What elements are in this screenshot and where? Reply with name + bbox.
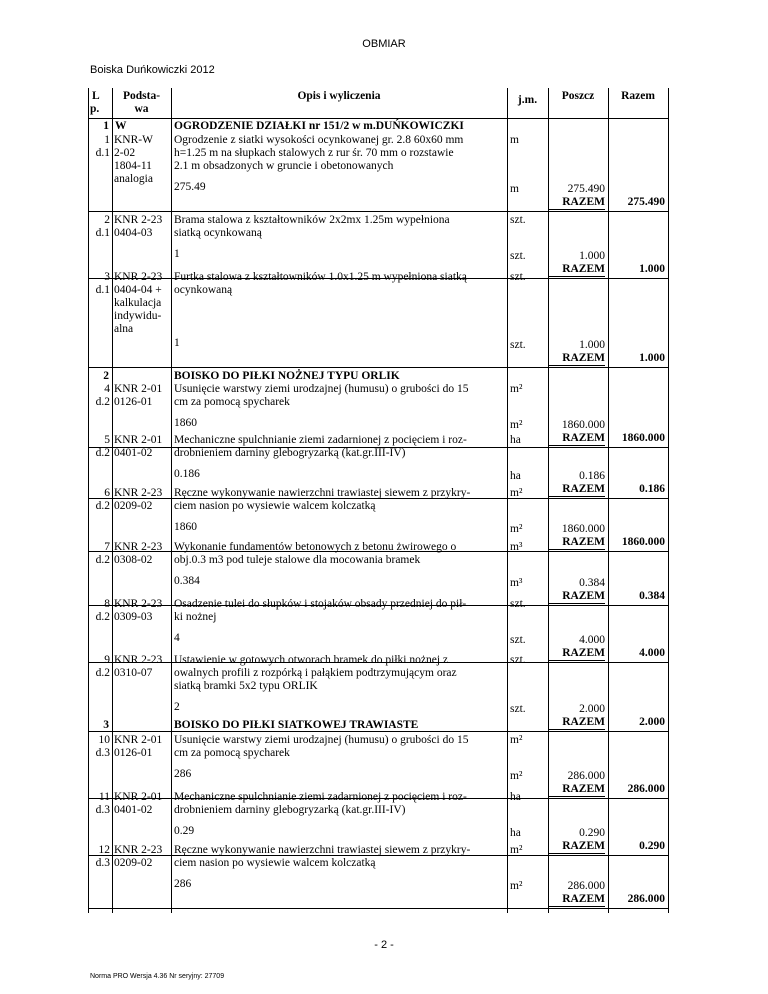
item-base: alna xyxy=(114,323,134,335)
item-base: 0310-07 xyxy=(114,667,153,679)
item-lp-chapter: d.1 xyxy=(95,227,110,239)
item-poszcz: 1.000 xyxy=(579,250,605,262)
item-description: cm za pomocą spycharek xyxy=(174,747,290,759)
item-description: obj.0.3 m3 pod tuleje stalowe dla mocowania bramek xyxy=(174,554,421,566)
item-lp: 5 xyxy=(104,434,110,446)
item-unit: szt. xyxy=(510,598,526,610)
item-calculation: 0.29 xyxy=(174,825,195,837)
item-base: KNR 2-23 xyxy=(114,214,163,226)
item-base: 0126-01 xyxy=(114,747,153,759)
item-unit: m² xyxy=(510,487,523,499)
item-lp-chapter: d.2 xyxy=(95,447,110,459)
item-lp: 1 xyxy=(104,134,110,146)
item-calc-unit: m xyxy=(510,183,519,195)
item-calc-unit: szt. xyxy=(510,250,526,262)
item-razem-value: 0.384 xyxy=(639,590,665,602)
section-2-number: 2 xyxy=(103,370,109,382)
item-razem-value: 1860.000 xyxy=(621,432,665,444)
item-razem-value: 0.186 xyxy=(639,483,665,495)
item-base: KNR 2-01 xyxy=(114,383,163,395)
item-description: ciem nasion po wysiewie walcem kolczatką xyxy=(174,857,376,869)
item-calculation: 286 xyxy=(174,878,192,890)
item-calc-unit: m² xyxy=(510,419,523,431)
item-description: drobnieniem darniny glebogryzarką (kat.gr.III-IV) xyxy=(174,804,406,816)
item-lp-chapter: d.2 xyxy=(95,611,110,623)
item-lp: 8 xyxy=(104,598,110,610)
item-calculation: 1 xyxy=(174,337,180,349)
item-calc-unit: m² xyxy=(510,880,523,892)
item-unit: m² xyxy=(510,844,523,856)
item-calculation: 4 xyxy=(174,632,180,644)
header-poszcz: Poszcz xyxy=(561,90,595,102)
item-poszcz: 0.384 xyxy=(579,577,605,589)
item-description: owalnych profili z rozpórką i pałąkiem podtrzymującym oraz xyxy=(174,667,457,679)
item-base: 0309-03 xyxy=(114,611,153,623)
footer-software: Norma PRO Wersja 4.36 Nr seryjny: 27709 xyxy=(90,973,225,980)
item-calculation: 286 xyxy=(174,768,192,780)
item-lp: 3 xyxy=(104,271,110,283)
item-lp: 9 xyxy=(104,654,110,666)
item-base: analogia xyxy=(114,173,153,185)
item-base: KNR 2-23 xyxy=(114,598,163,610)
item-razem-value: 1860.000 xyxy=(621,536,665,548)
item-base: KNR 2-23 xyxy=(114,271,163,283)
item-base: 0209-02 xyxy=(114,857,153,869)
item-calculation: 0.186 xyxy=(174,468,200,480)
item-razem-label: RAZEM xyxy=(548,483,605,497)
item-lp-chapter: d.3 xyxy=(95,857,110,869)
item-unit: m³ xyxy=(510,541,523,553)
item-poszcz: 1860.000 xyxy=(561,523,605,535)
item-base: indywidu- xyxy=(114,310,162,322)
item-razem-value: 0.290 xyxy=(639,840,665,852)
item-calculation: 1860 xyxy=(174,417,197,429)
item-poszcz: 4.000 xyxy=(579,634,605,646)
item-razem-label: RAZEM xyxy=(548,590,605,604)
header-razem: Razem xyxy=(621,90,655,102)
item-base: KNR 2-23 xyxy=(114,541,163,553)
item-razem-label: RAZEM xyxy=(548,536,605,550)
item-razem-label: RAZEM xyxy=(548,893,605,907)
item-razem-label: RAZEM xyxy=(548,352,605,366)
item-lp-chapter: d.1 xyxy=(95,284,110,296)
item-unit: m² xyxy=(510,383,523,395)
item-base: 0209-02 xyxy=(114,500,153,512)
item-unit: ha xyxy=(510,791,521,803)
item-razem-label: RAZEM xyxy=(548,647,605,661)
item-calc-unit: ha xyxy=(510,470,521,482)
item-razem-value: 1.000 xyxy=(639,352,665,364)
item-description: Ogrodzenie z siatki wysokości ocynkowanej gr. 2.8 60x60 mm xyxy=(174,134,464,146)
item-description: ciem nasion po wysiewie walcem kolczatką xyxy=(174,500,376,512)
row-separator xyxy=(88,211,668,212)
item-lp-chapter: d.2 xyxy=(95,667,110,679)
header-opis: Opis i wyliczenia xyxy=(297,90,381,102)
item-razem-value: 1.000 xyxy=(639,263,665,275)
item-base: KNR 2-23 xyxy=(114,654,163,666)
item-base: KNR-W xyxy=(114,134,153,146)
item-lp: 7 xyxy=(104,541,110,553)
item-razem-label: RAZEM xyxy=(548,263,605,277)
item-description: Ręczne wykonywanie nawierzchni trawiastej siewem z przykry- xyxy=(174,487,471,499)
document-header: OBMIAR xyxy=(362,38,406,50)
item-razem-value: 286.000 xyxy=(627,783,665,795)
item-description: 2.1 m obsadzonych w gruncie i obetonowanych xyxy=(174,160,394,172)
item-poszcz: 0.290 xyxy=(579,827,605,839)
item-razem-label: RAZEM xyxy=(548,840,605,854)
item-base: KNR 2-23 xyxy=(114,487,163,499)
section-1-code: W xyxy=(115,120,127,132)
item-description: Wykonanie fundamentów betonowych z betonu żwirowego o xyxy=(174,541,457,553)
item-base: 2-02 xyxy=(114,147,136,159)
item-razem-label: RAZEM xyxy=(548,783,605,797)
item-description: ki nożnej xyxy=(174,611,217,623)
item-lp-chapter: d.1 xyxy=(95,147,110,159)
row-separator xyxy=(88,731,668,732)
item-lp: 10 xyxy=(98,734,110,746)
item-description: ocynkowaną xyxy=(174,284,233,296)
grid-line xyxy=(88,118,668,119)
item-lp: 2 xyxy=(104,214,110,226)
item-description: Brama stalowa z kształtowników 2x2mx 1.25m wypełniona xyxy=(174,214,450,226)
item-lp: 6 xyxy=(104,487,110,499)
document-subtitle: Boiska Duńkowiczki 2012 xyxy=(90,64,215,76)
item-description: Osadzenie tulei do słupków i stojaków obsady przedniej do pił- xyxy=(174,598,467,610)
item-calculation: 1860 xyxy=(174,521,197,533)
item-razem-label: RAZEM xyxy=(548,432,605,446)
item-description: drobnieniem darniny glebogryzarką (kat.gr.III-IV) xyxy=(174,447,406,459)
item-razem-value: 4.000 xyxy=(639,647,665,659)
item-base: KNR 2-01 xyxy=(114,791,163,803)
item-description: Ustawienie w gotowych otworach bramek do piłki nożnej z xyxy=(174,654,449,666)
item-poszcz: 1860.000 xyxy=(561,419,605,431)
item-description: siatką ocynkowaną xyxy=(174,227,262,239)
measurement-table xyxy=(88,88,668,913)
item-base: 0404-03 xyxy=(114,227,153,239)
item-lp-chapter: d.3 xyxy=(95,747,110,759)
item-description: Mechaniczne spulchnianie ziemi zadarnionej z pocięciem i roz- xyxy=(174,434,467,446)
item-lp-chapter: d.3 xyxy=(95,804,110,816)
header-podstawa-line2: wa xyxy=(134,103,149,115)
header-lp-line1: L xyxy=(92,90,100,102)
item-unit: szt. xyxy=(510,654,526,666)
row-separator xyxy=(88,367,668,368)
item-base: 1804-11 xyxy=(114,160,152,172)
item-calc-unit: szt. xyxy=(510,339,526,351)
item-description: siatką bramki 5x2 typu ORLIK xyxy=(174,680,318,692)
header-podstawa-line1: Podsta- xyxy=(122,90,161,102)
item-description: Mechaniczne spulchnianie ziemi zadarnionej z pocięciem i roz- xyxy=(174,791,467,803)
item-base: 0401-02 xyxy=(114,447,153,459)
item-lp: 11 xyxy=(98,791,110,803)
item-razem-label: RAZEM xyxy=(548,716,605,730)
section-3-number: 3 xyxy=(103,719,109,731)
item-poszcz: 286.000 xyxy=(567,770,605,782)
item-poszcz: 0.186 xyxy=(579,470,605,482)
item-calc-unit: m² xyxy=(510,523,523,535)
item-calculation: 1 xyxy=(174,248,180,260)
item-unit: m xyxy=(510,134,519,146)
section-1-title: OGRODZENIE DZIAŁKI nr 151/2 w m.DUŃKOWICZKI xyxy=(174,120,464,132)
grid-line xyxy=(668,88,669,913)
item-base: 0401-02 xyxy=(114,804,153,816)
item-poszcz: 1.000 xyxy=(579,339,605,351)
item-lp: 4 xyxy=(104,383,110,395)
item-calc-unit: szt. xyxy=(510,634,526,646)
item-description: Ręczne wykonywanie nawierzchni trawiastej siewem z przykry- xyxy=(174,844,471,856)
item-calculation: 275.49 xyxy=(174,181,206,193)
item-calc-unit: szt. xyxy=(510,703,526,715)
item-razem-value: 2.000 xyxy=(639,716,665,728)
item-lp-chapter: d.2 xyxy=(95,554,110,566)
page-number: - 2 - xyxy=(374,939,394,951)
item-unit: ha xyxy=(510,434,521,446)
item-calc-unit: ha xyxy=(510,827,521,839)
item-calc-unit: m³ xyxy=(510,577,523,589)
item-unit: m² xyxy=(510,734,523,746)
item-description: cm za pomocą spycharek xyxy=(174,396,290,408)
item-poszcz: 2.000 xyxy=(579,703,605,715)
item-calculation: 2 xyxy=(174,701,180,713)
section-2-title: BOISKO DO PIŁKI NOŻNEJ TYPU ORLIK xyxy=(174,370,400,382)
section-1-number: 1 xyxy=(103,120,109,132)
item-razem-value: 275.490 xyxy=(627,196,665,208)
header-lp-line2: p. xyxy=(90,103,100,115)
item-base: 0404-04 + xyxy=(114,284,162,296)
item-lp-chapter: d.2 xyxy=(95,396,110,408)
row-separator xyxy=(88,908,668,909)
item-base: kalkulacja xyxy=(114,297,162,309)
item-base: KNR 2-23 xyxy=(114,844,163,856)
item-description: Usunięcie warstwy ziemi urodzajnej (humusu) o grubości do 15 xyxy=(174,383,469,395)
item-calculation: 0.384 xyxy=(174,575,200,587)
item-poszcz: 286.000 xyxy=(567,880,605,892)
item-description: Furtka stalowa z kształtowników 1.0x1.25 m wypełniona siatką xyxy=(174,271,467,283)
item-description: h=1.25 m na słupkach stalowych z rur śr. 70 mm o rozstawie xyxy=(174,147,454,159)
item-poszcz: 275.490 xyxy=(567,183,605,195)
item-lp: 12 xyxy=(98,844,110,856)
item-razem-label: RAZEM xyxy=(548,196,605,210)
item-unit: szt. xyxy=(510,271,526,283)
item-calc-unit: m² xyxy=(510,770,523,782)
item-razem-value: 286.000 xyxy=(627,893,665,905)
item-lp-chapter: d.2 xyxy=(95,500,110,512)
item-base: KNR 2-01 xyxy=(114,434,163,446)
header-jm: j.m. xyxy=(517,94,538,106)
item-description: Usunięcie warstwy ziemi urodzajnej (humusu) o grubości do 15 xyxy=(174,734,469,746)
item-unit: szt. xyxy=(510,214,526,226)
item-base: 0126-01 xyxy=(114,396,153,408)
item-base: KNR 2-01 xyxy=(114,734,163,746)
item-base: 0308-02 xyxy=(114,554,153,566)
section-3-title: BOISKO DO PIŁKI SIATKOWEJ TRAWIASTE xyxy=(174,719,419,731)
